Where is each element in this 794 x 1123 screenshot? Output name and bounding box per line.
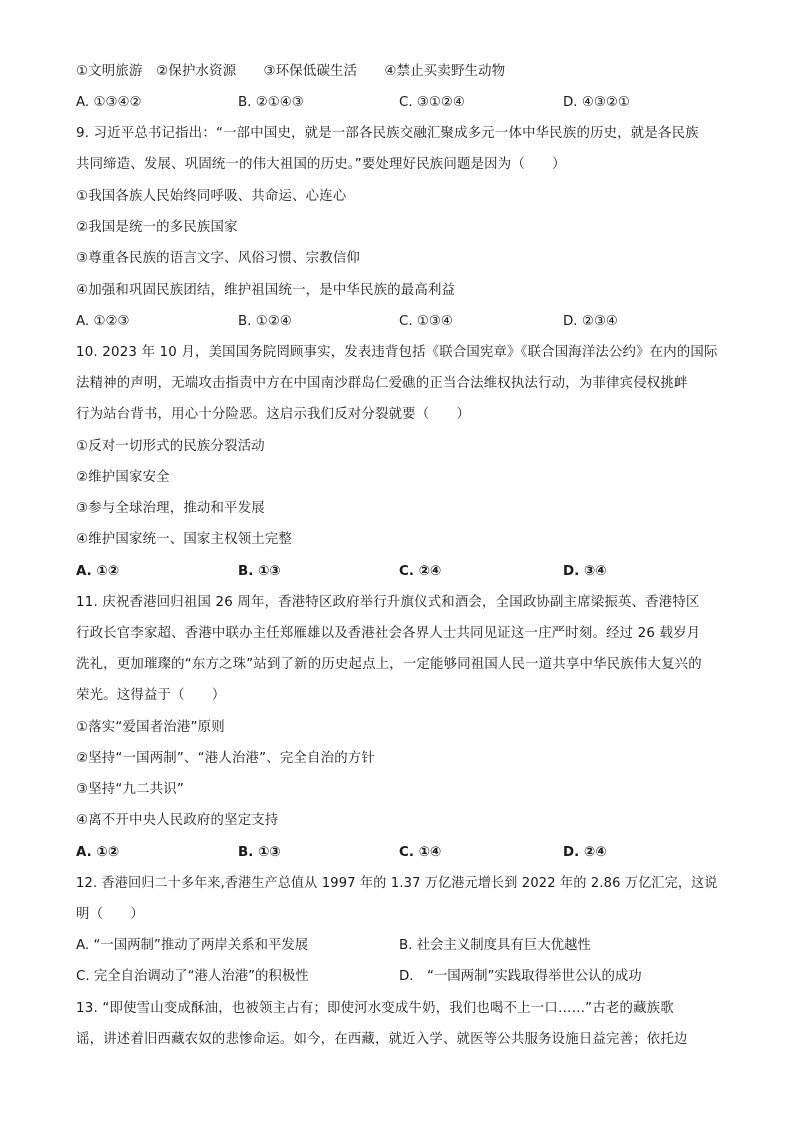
option-c[interactable]: C. 完全自治调动了“港人治港”的积极性 bbox=[76, 969, 309, 984]
option-b[interactable]: B. ①②④ bbox=[238, 314, 292, 329]
question-stem: 行政长官李家超、香港中联办主任郑雁雄以及香港社会各界人士共同见证这一庄严时刻。经过 26 载岁月 bbox=[76, 626, 701, 641]
question-stem: 谣，讲述着旧西藏农奴的悲惨命运。如今，在西藏，就近入学、就医等公共服务设施日益完善；依托边 bbox=[76, 1032, 688, 1047]
q8-items: ①文明旅游 ②保护水资源 ③环保低碳生活 ④禁止买卖野生动物 bbox=[76, 64, 506, 79]
statement-item: ①反对一切形式的民族分裂活动 bbox=[76, 439, 265, 454]
option-b[interactable]: B. ②①④③ bbox=[238, 95, 304, 110]
option-d[interactable]: D. ③④ bbox=[563, 564, 607, 579]
question-stem: 11. 庆祝香港回归祖国 26 周年，香港特区政府举行升旗仪式和酒会，全国政协副主席梁振英、香港特区 bbox=[76, 595, 700, 610]
option-c[interactable]: C. ②④ bbox=[399, 564, 442, 579]
option-c[interactable]: C. ①③④ bbox=[399, 314, 453, 329]
statement-item: ②我国是统一的多民族国家 bbox=[76, 220, 238, 235]
option-a[interactable]: A. “一国两制”推动了两岸关系和平发展 bbox=[76, 938, 309, 953]
statement-item: ④离不开中央人民政府的坚定支持 bbox=[76, 813, 279, 828]
statement-item: ③坚持“九二共识” bbox=[76, 782, 185, 797]
question-stem: 共同缔造、发展、巩固统一的伟大祖国的历史。”要处理好民族问题是因为（ ） bbox=[76, 157, 566, 172]
option-a[interactable]: A. ①② bbox=[76, 845, 120, 860]
option-b[interactable]: B. ①③ bbox=[238, 845, 281, 860]
statement-item: ①我国各族人民始终同呼吸、共命运、心连心 bbox=[76, 189, 347, 204]
statement-item: ④加强和巩固民族团结，维护祖国统一，是中华民族的最高利益 bbox=[76, 283, 456, 298]
option-a[interactable]: A. ①② bbox=[76, 564, 120, 579]
option-d[interactable]: D. ②③④ bbox=[563, 314, 618, 329]
question-stem: 12. 香港回归二十多年来,香港生产总值从 1997 年的 1.37 万亿港元增长到 2022 年的 2.86 万亿汇完，这说 bbox=[76, 876, 718, 891]
statement-item: ④维护国家统一、国家主权领土完整 bbox=[76, 532, 293, 547]
question-stem: 行为站台背书，用心十分险恶。这启示我们反对分裂就要（ ） bbox=[76, 407, 471, 422]
option-a[interactable]: A. ①③④② bbox=[76, 95, 142, 110]
option-b[interactable]: B. ①③ bbox=[238, 564, 281, 579]
option-b[interactable]: B. 社会主义制度具有巨大优越性 bbox=[399, 938, 591, 953]
statement-item: ③参与全球治理，推动和平发展 bbox=[76, 501, 265, 516]
question-stem: 10. 2023 年 10 月，美国国务院罔顾事实，发表违背包括《联合国宪章》《联合国海洋法公约》在内的国际 bbox=[76, 345, 718, 360]
option-a[interactable]: A. ①②③ bbox=[76, 314, 130, 329]
question-stem: 荣光。这得益于（ ） bbox=[76, 688, 226, 703]
option-d[interactable]: D. ②④ bbox=[563, 845, 607, 860]
option-d[interactable]: D. ④③②① bbox=[563, 95, 630, 110]
option-c[interactable]: C. ③①②④ bbox=[399, 95, 465, 110]
option-d[interactable]: D. “一国两制”实践取得举世公认的成功 bbox=[399, 969, 642, 984]
question-stem: 13. “即使雪山变成酥油，也被领主占有；即使河水变成牛奶，我们也喝不上一口……”古老的藏族歌 bbox=[76, 1001, 674, 1016]
question-stem: 法精神的声明，无端攻击指责中方在中国南沙群岛仁爱礁的正当合法维权执法行动，为菲律宾侵权挑衅 bbox=[76, 376, 688, 391]
statement-item: ②坚持“一国两制”、“港人治港”、完全自治的方针 bbox=[76, 751, 375, 766]
question-stem: 9. 习近平总书记指出：“一部中国史，就是一部各民族交融汇聚成多元一体中华民族的历史，就是各民族 bbox=[76, 126, 699, 141]
statement-item: ①落实“爱国者治港”原则 bbox=[76, 720, 225, 735]
question-stem: 洗礼，更加璀璨的“东方之珠”站到了新的历史起点上，一定能够同祖国人民一道共享中华民族伟大复兴的 bbox=[76, 657, 702, 672]
option-c[interactable]: C. ①④ bbox=[399, 845, 442, 860]
statement-item: ③尊重各民族的语言文字、风俗习惯、宗教信仰 bbox=[76, 251, 361, 266]
question-stem: 明（ ） bbox=[76, 907, 144, 922]
statement-item: ②维护国家安全 bbox=[76, 470, 170, 485]
